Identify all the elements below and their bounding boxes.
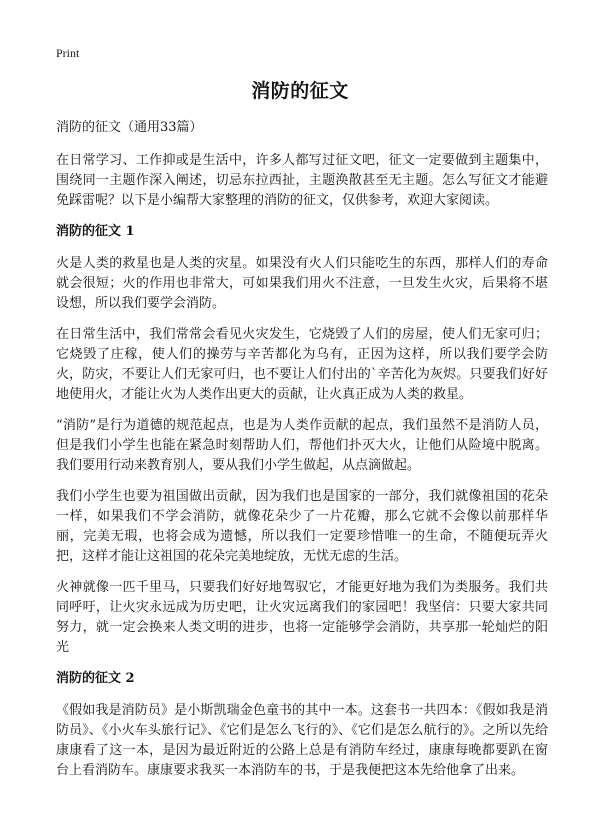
page-title: 消防的征文: [251, 80, 349, 102]
article-subtitle: 消防的征文（通用33篇）: [56, 120, 203, 135]
paragraph: 在日常生活中，我们常常会看见火灾发生，它烧毁了人们的房屋，使人们无家可归；它烧毁了庄稼，使人们的操劳与辛苦都化为乌有，正因为这样，所以我们要学会防火，防灾，不要让人们无家可归，也不要让人们付出的`辛苦化为灰烬。只要我们好好地使用火，才能让火为人类作出更大的贡献，让火真正成为人类的救星。: [56, 327, 548, 402]
intro-paragraph: 在日常学习、工作抑或是生活中，许多人都写过征文吧，征文一定要做到主题集中，围绕同一主题作深入阐述，切忌东拉西扯，主题涣散甚至无主题。怎么写征文才能避免踩雷呢？以下是小编帮大家整理的消防的征文，仅供参考，欢迎大家阅读。: [56, 153, 548, 208]
print-link[interactable]: Print: [56, 46, 80, 60]
essay-section-2: [56, 669, 548, 781]
paragraph: 《假如我是消防员》是小斯凯瑞金色童书的其中一本。这套书一共四本：《假如我是消防员》、《小火车头旅行记》、《它们是怎么飞行的》、《它们是怎么航行的》。之所以先给康康看了这一本，是因为最近附近的公路上总是有消防车经过，康康每晚都要趴在窗台上看消防车。康康要求我买一本消防车的书，于是我便把这本先给他拿了出来。: [56, 703, 548, 778]
essay-section-1: [56, 222, 548, 658]
paragraph: “消防”是行为道德的规范起点，也是为人类作贡献的起点，我们虽然不是消防人员，但是我们小学生也能在紧急时刻帮助人们，帮他们扑灭大火，让他们从险境中脱离。我们要用行动来教育别人，要从我们小学生做起，从点滴做起。: [56, 418, 548, 473]
paragraph: 我们小学生也要为祖国做出贡献，因为我们也是国家的一部分，我们就像祖国的花朵一样，如果我们不学会消防，就像花朵少了一片花瓣，那么它就不会像以前那样华丽，完美无瑕，也将会成为遗憾，所以我们一定要珍惜唯一的生命，不随便玩弄火把，这样才能让这祖国的花朵完美地绽放，无忧无虑的生活。: [56, 489, 548, 564]
section-heading: 消防的征文 2: [56, 671, 135, 686]
article-body: [56, 118, 548, 792]
section-heading: 消防的征文 1: [56, 224, 135, 239]
paragraph: 火是人类的救星也是人类的灾星。如果没有火人们只能吃生的东西，那样人们的寿命就会很短；火的作用也非常大，可如果我们用火不注意，一旦发生火灾，后果将不堪设想，所以我们要学会消防。: [56, 256, 548, 311]
paragraph: 火神就像一匹千里马，只要我们好好地驾驭它，才能更好地为我们为类服务。我们共同呼吁，让火灾永远成为历史吧，让火灾远离我们的家园吧！我坚信：只要大家共同努力，就一定会换来人类文明的进步，也将一定能够学会消防，共享那一轮灿烂的阳光: [56, 580, 548, 655]
